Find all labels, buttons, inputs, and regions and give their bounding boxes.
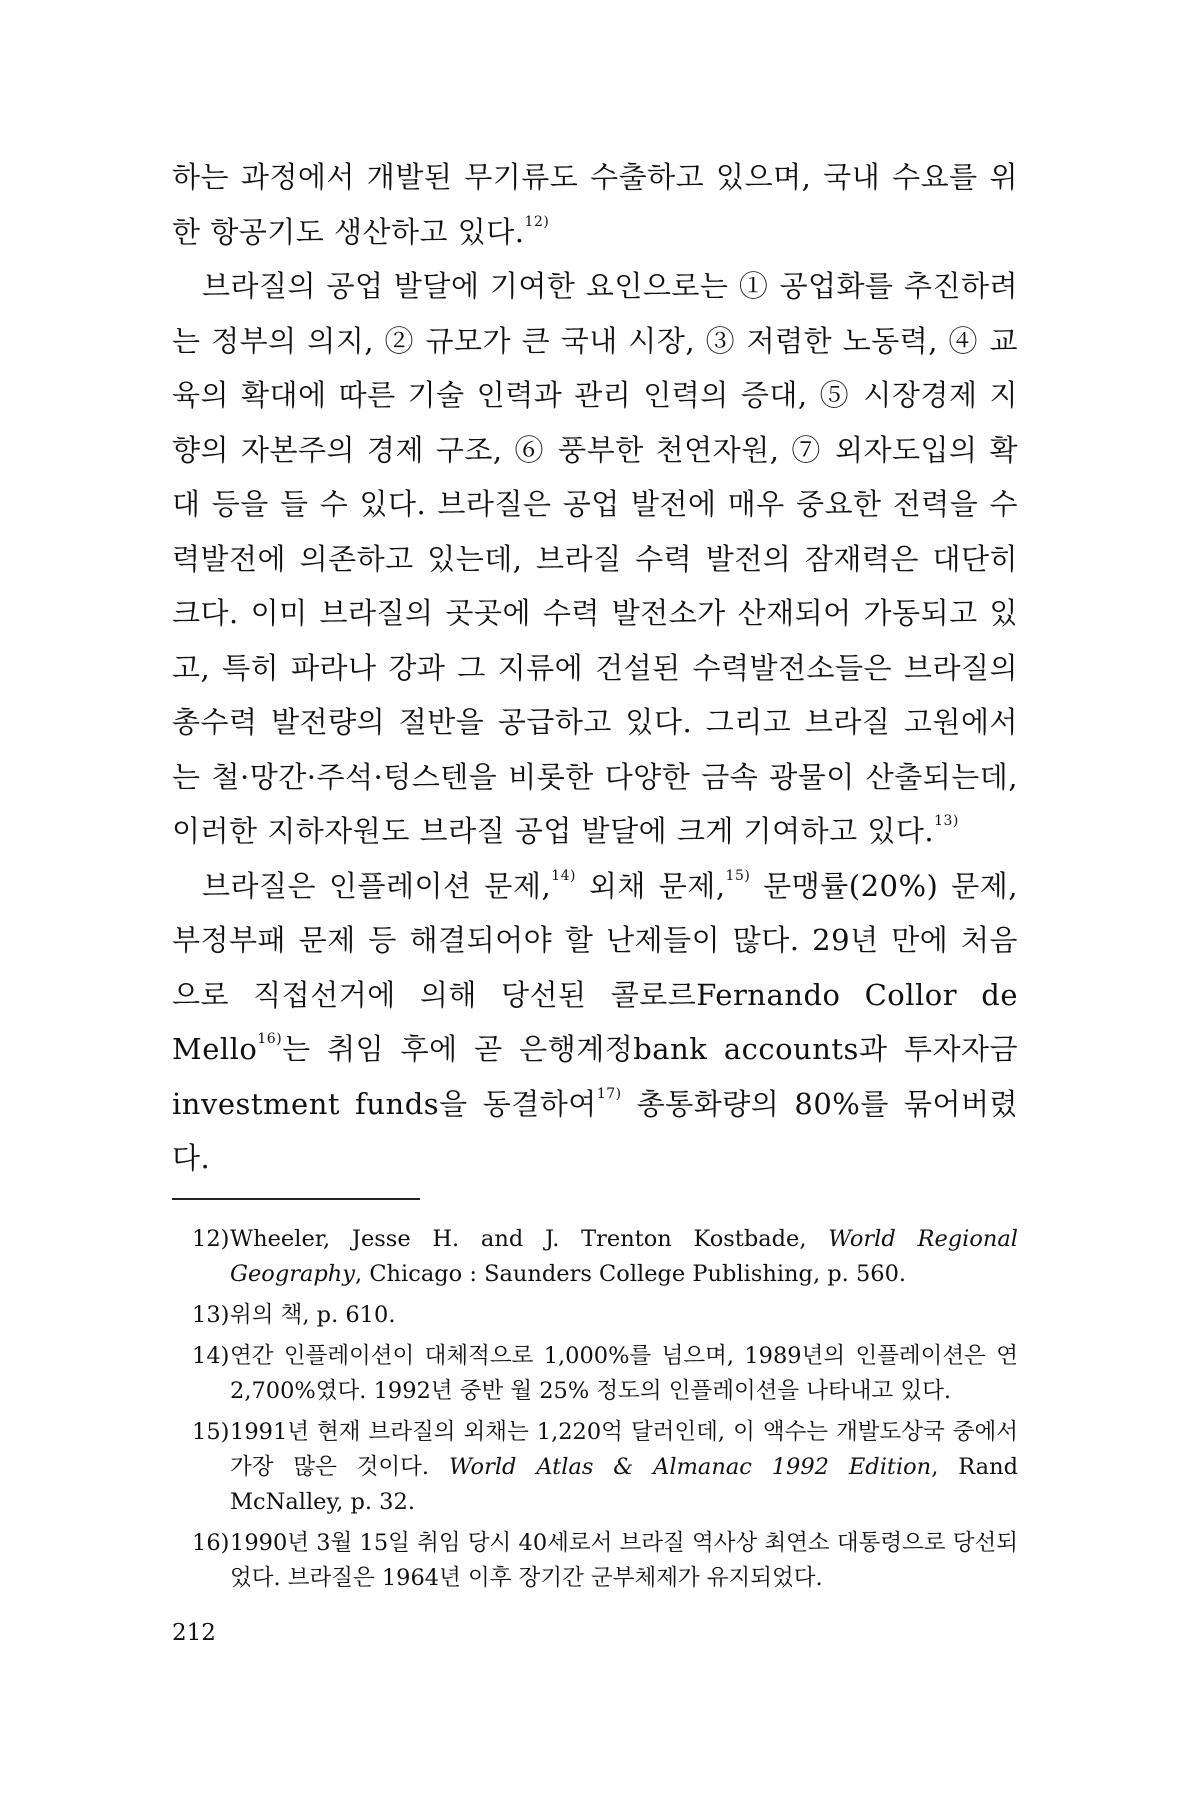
footnote-number: 14) bbox=[192, 1342, 230, 1369]
footnote-text: 1991년 현재 브라질의 외채는 1,220억 달러인데, 이 액수는 개발도상국 중에서 가장 많은 것이다. bbox=[230, 1418, 1018, 1480]
footnote-number: 12) bbox=[192, 1225, 230, 1252]
footnotes bbox=[172, 1222, 1018, 1596]
footnote-title: World Regional Geography bbox=[230, 1225, 1019, 1287]
footnote-12 bbox=[192, 1222, 1018, 1292]
footnote-ref[interactable]: 14) bbox=[551, 867, 576, 884]
footnote-text: 1990년 3월 15일 취임 당시 40세로서 브라질 역사상 최연소 대통령으로 당선되었다. 브라질은 1964년 이후 장기간 군부체제가 유지되었다. bbox=[230, 1529, 1018, 1591]
footnote-ref[interactable]: 15) bbox=[725, 867, 751, 884]
footnote-ref[interactable]: 16) bbox=[257, 1031, 283, 1047]
footnote-13 bbox=[192, 1298, 1018, 1333]
paragraph-text: 문맹률(20%) 문제, 부정부패 문제 등 해결되어야 할 난제들이 많다. 29년 만에 처음으로 직접선거에 의해 당선된 콜로르Fernando Collor de Mello bbox=[172, 868, 1019, 1066]
footnote-text: , Chicago : Saunders College Publishing, p. 560. bbox=[355, 1260, 907, 1287]
footnote-title: World Atlas & Almanac 1992 Edition bbox=[448, 1453, 932, 1480]
footnote-text: 위의 책, p. 610. bbox=[230, 1301, 396, 1328]
footnote-divider bbox=[172, 1198, 420, 1200]
paragraph-text: 브라질의 공업 발달에 기여한 요인으로는 ① 공업화를 추진하려는 정부의 의지, ② 규모가 큰 국내 시장, ③ 저렴한 노동력, ④ 교육의 확대에 따른 기술 인력과 관리 인력의 증대, ⑤ 시장경제 지향의 자본주의 경제 구조, ⑥ 풍부한 천연자원, ⑦ 외자도입의 확대 등을 들 수 있다. 브라질은 공업 발전에 매우 중요한 전력을 수력발전에 의존하고 있는데, 브라질 수력 발전의 잠재력은 대단히 크다. 이미 브라질의 곳곳에 수력 발전소가 산재되어 가동되고 있고, 특히 파라나 강과 그 지류에 건설된 수력발전소들은 브라질의 총수력 발전량의 절반을 공급하고 있다. 그리고 브라질 고원에서는 철·망간·주석·텅스텐을 비롯한 다양한 금속 광물이 산출되는데, 이러한 지하자원도 브라질 공업 발달에 크게 기여하고 있다. bbox=[172, 269, 1018, 848]
footnote-16 bbox=[192, 1526, 1018, 1596]
footnote-ref[interactable]: 17) bbox=[596, 1085, 622, 1102]
footnote-number: 15) bbox=[192, 1418, 230, 1445]
footnote-number: 16) bbox=[192, 1529, 230, 1556]
footnote-15 bbox=[192, 1415, 1018, 1520]
paragraph-text: 하는 과정에서 개발된 무기류도 수출하고 있으며, 국내 수요를 위한 항공기도 생산하고 있다. bbox=[172, 160, 1018, 249]
footnote-ref[interactable]: 12) bbox=[524, 213, 550, 230]
page-number: 212 bbox=[172, 1620, 216, 1646]
paragraph-text: 외채 문제, bbox=[575, 868, 726, 903]
body-paragraph-3 bbox=[172, 859, 1018, 1186]
footnote-14 bbox=[192, 1339, 1018, 1409]
body-paragraph-2 bbox=[172, 259, 1018, 859]
body-paragraph-1 bbox=[172, 150, 1018, 259]
footnote-ref[interactable]: 13) bbox=[934, 813, 959, 829]
footnote-text: Wheeler, Jesse H. and J. Trenton Kostbade, bbox=[230, 1225, 829, 1252]
paragraph-text: 총통화량의 80%를 묶어버렸다. bbox=[172, 1086, 1018, 1175]
footnote-text: , Rand McNalley, p. 32. bbox=[230, 1453, 1018, 1515]
paragraph-text: 브라질은 인플레이션 문제, bbox=[202, 868, 552, 903]
footnote-number: 13) bbox=[192, 1301, 230, 1328]
footnote-text: 연간 인플레이션이 대체적으로 1,000%를 넘으며, 1989년의 인플레이션은 연 2,700%였다. 1992년 중반 월 25% 정도의 인플레이션을 나타내고 있다. bbox=[230, 1342, 1018, 1404]
paragraph-text: 는 취임 후에 곧 은행계정bank accounts과 투자자금investment funds을 동결하여 bbox=[172, 1032, 1018, 1121]
page-content bbox=[172, 150, 1018, 1602]
